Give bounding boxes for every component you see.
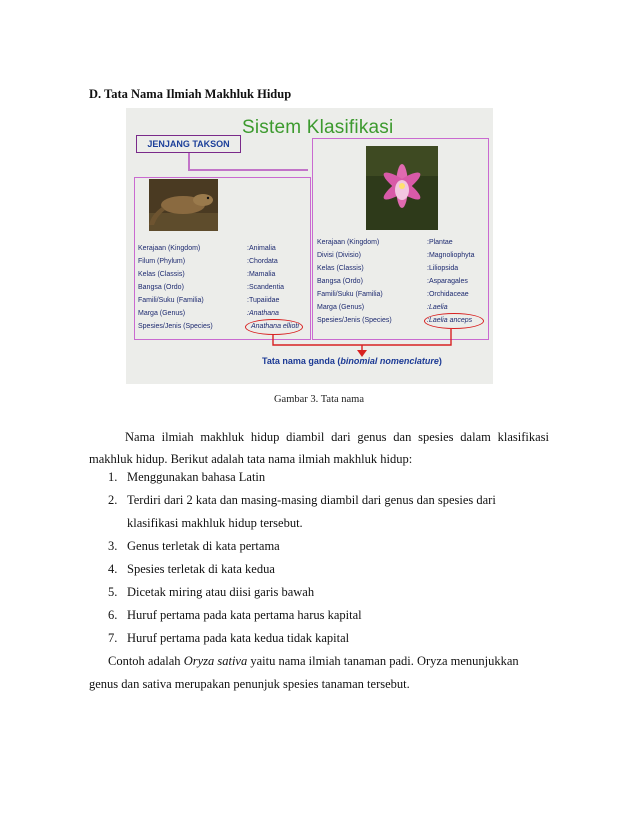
plant-rank-value: :Liliopsida xyxy=(427,265,459,272)
binomial-label: Tata nama ganda (binomial nomenclature) xyxy=(262,356,442,366)
plant-species-value: :Laelia anceps xyxy=(427,317,473,324)
list-item-continuation: klasifikasi makhluk hidup tersebut. xyxy=(127,516,303,530)
animal-rank-value: :Chordata xyxy=(247,258,278,265)
list-item: 6. Huruf pertama pada kata pertama harus kapital xyxy=(108,608,362,622)
example-sentence-line-2: genus dan sativa merupakan penunjuk spesies tanaman tersebut. xyxy=(89,677,410,691)
plant-rank-label: Divisi (Divisio) xyxy=(317,252,361,259)
plant-rank-label: Kerajaan (Kingdom) xyxy=(317,239,380,246)
animal-rank-label: Filum (Phylum) xyxy=(138,258,186,265)
figure-caption: Gambar 3. Tata nama xyxy=(273,394,365,405)
animal-rank-value: :Scandentia xyxy=(247,284,284,291)
animal-rank-label: Bangsa (Ordo) xyxy=(138,284,184,291)
plant-genus-value: :Laelia xyxy=(427,304,448,311)
binomial-arrow xyxy=(126,108,493,384)
plant-rank-value: :Asparagales xyxy=(427,278,468,285)
plant-rank-value: :Plantae xyxy=(427,239,453,246)
animal-rank-label: Kerajaan (Kingdom) xyxy=(138,245,201,252)
plant-rank-label: Bangsa (Ordo) xyxy=(317,278,363,285)
animal-rank-label: Famili/Suku (Familia) xyxy=(138,297,204,304)
list-item: 4. Spesies terletak di kata kedua xyxy=(108,562,275,576)
list-item: 1. Menggunakan bahasa Latin xyxy=(108,470,266,484)
plant-rank-value: :Orchidaceae xyxy=(427,291,469,298)
intro-line-1: Nama ilmiah makhluk hidup diambil dari genus dan spesies dalam klasifikasi xyxy=(125,430,549,444)
intro-line-2: makhluk hidup. Berikut adalah tata nama ilmiah makhluk hidup: xyxy=(89,452,413,466)
classification-figure xyxy=(126,108,493,384)
plant-rank-label: Kelas (Classis) xyxy=(317,265,364,272)
example-sentence: Contoh adalah Oryza sativa yaitu nama ilmiah tanaman padi. Oryza menunjukkan xyxy=(108,654,519,668)
figure-title: Sistem Klasifikasi xyxy=(242,117,394,138)
animal-rank-value: :Animalia xyxy=(247,245,276,252)
list-item: 2. Terdiri dari 2 kata dan masing-masing diambil dari genus dan spesies dari xyxy=(108,493,496,507)
animal-rank-label: Spesies/Jenis (Species) xyxy=(138,323,213,330)
plant-rank-label: Spesies/Jenis (Species) xyxy=(317,317,392,324)
animal-rank-label: Kelas (Classis) xyxy=(138,271,185,278)
section-heading: D. Tata Nama Ilmiah Makhluk Hidup xyxy=(89,87,292,101)
animal-genus-value: :Anathana xyxy=(247,310,279,317)
list-item: 3. Genus terletak di kata pertama xyxy=(108,539,280,553)
animal-species-value: Anathana ellioti xyxy=(251,323,299,330)
animal-rank-value: :Tupaiidae xyxy=(247,297,280,304)
plant-rank-label: Marga (Genus) xyxy=(317,304,365,311)
animal-rank-value: :Mamalia xyxy=(247,271,276,278)
list-item: 7. Huruf pertama pada kata kedua tidak kapital xyxy=(108,631,350,645)
plant-rank-label: Famili/Suku (Familia) xyxy=(317,291,383,298)
plant-rank-value: :Magnoliophyta xyxy=(427,252,475,259)
jenjang-takson-label: JENJANG TAKSON xyxy=(136,135,241,153)
list-item: 5. Dicetak miring atau diisi garis bawah xyxy=(108,585,315,599)
animal-rank-label: Marga (Genus) xyxy=(138,310,186,317)
